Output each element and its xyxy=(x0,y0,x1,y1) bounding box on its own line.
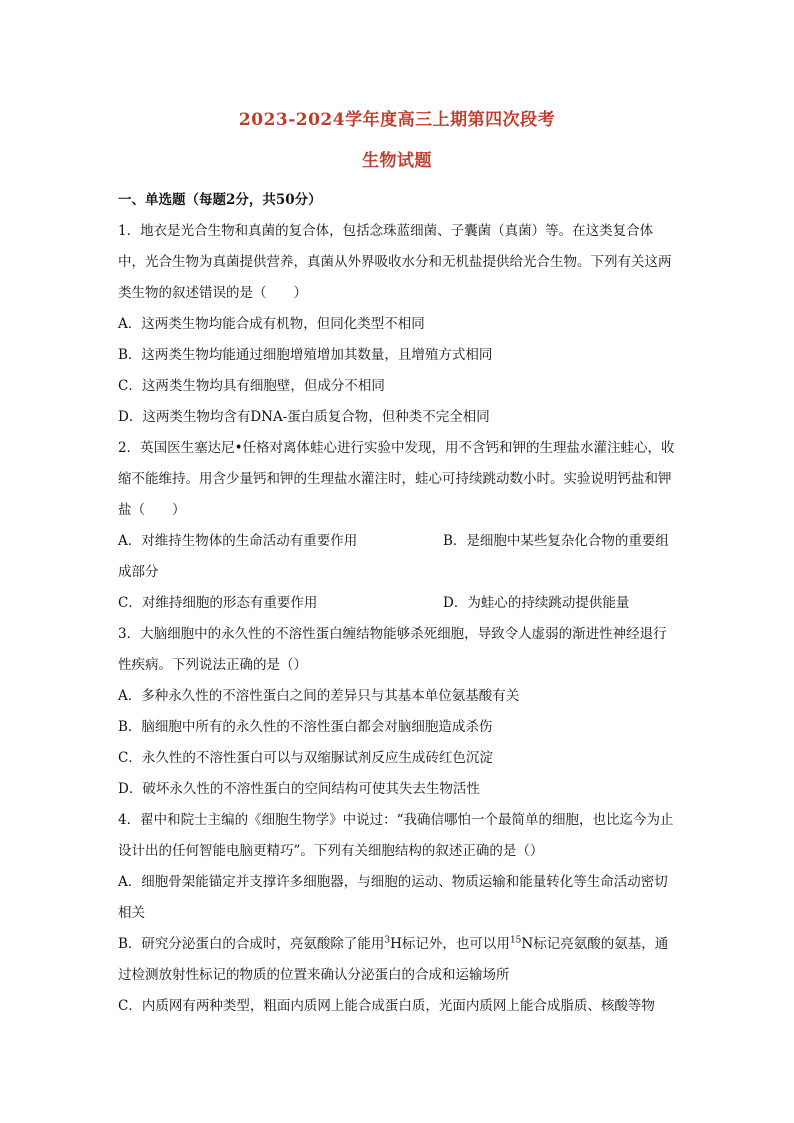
question-1 xyxy=(118,216,678,433)
option-b: B．脑细胞中所有的永久性的不溶性蛋白都会对脑细胞造成杀伤 xyxy=(118,719,493,735)
section-heading: 一、单选题（每题2分，共50分） xyxy=(118,192,322,208)
option-a: A．这两类生物均能合成有机物，但同化类型不相同 xyxy=(118,316,425,332)
exam-title: 2023-2024学年度高三上期第四次段考 xyxy=(238,110,556,130)
option-b-text: H标记外，也可以用 xyxy=(390,936,510,952)
option-c: C．内质网有两种类型，粗面内质网上能合成蛋白质，光面内质网上能合成脂质、核酸等物 xyxy=(118,998,655,1014)
option-c-d-line xyxy=(118,588,678,619)
exam-subtitle: 生物试题 xyxy=(362,151,432,171)
superscript-3: 3 xyxy=(384,935,391,946)
option-c: C．永久性的不溶性蛋白可以与双缩脲试剂反应生成砖红色沉淀 xyxy=(118,750,493,766)
option-a: A．对维持生物体的生命活动有重要作用 xyxy=(118,533,358,549)
option-b xyxy=(118,929,678,991)
question-4 xyxy=(118,805,678,1022)
option-b-text: B．研究分泌蛋白的合成时，亮氨酸除了能用 xyxy=(118,936,385,952)
exam-content xyxy=(118,185,678,1022)
option-b-text: N标记亮氨酸的氨基，通过检测放射性标记的物质的位置来确认分泌蛋白的合成和运输场所 xyxy=(118,936,669,983)
question-3 xyxy=(118,619,678,805)
option-c: C．这两类生物均具有细胞壁，但成分不相同 xyxy=(118,378,385,394)
option-c: C．对维持细胞的形态有重要作用 xyxy=(118,595,318,611)
option-b: B．这两类生物均能通过细胞增殖增加其数量，且增殖方式相同 xyxy=(118,347,493,363)
option-d: D．为蛙心的持续跳动提供能量 xyxy=(443,595,630,611)
question-stem: 1．地衣是光合生物和真菌的复合体，包括念珠蓝细菌、子囊菌（真菌）等。在这类复合体中，光合生物为真菌提供营养，真菌从外界吸收水分和无机盐提供给光合生物。下列有关这两类生物的叙述错误的是（ ） xyxy=(118,223,672,301)
option-d: D．破坏永久性的不溶性蛋白的空间结构可使其失去生物活性 xyxy=(118,781,480,797)
option-a-b-line xyxy=(118,526,678,588)
option-a: A．细胞骨架能锚定并支撑许多细胞器，与细胞的运动、物质运输和能量转化等生命活动密切相关 xyxy=(118,874,668,921)
option-a: A．多种永久性的不溶性蛋白之间的差异只与其基本单位氨基酸有关 xyxy=(118,688,520,704)
option-d: D．这两类生物均含有DNA-蛋白质复合物，但种类不完全相同 xyxy=(118,409,490,425)
question-2 xyxy=(118,433,678,619)
question-stem: 2．英国医生塞达尼•任格对离体蛙心进行实验中发现，用不含钙和钾的生理盐水灌注蛙心，收缩不能维持。用含少量钙和钾的生理盐水灌注时，蛙心可持续跳动数小时。实验说明钙盐和钾盐（ ） xyxy=(118,440,675,518)
superscript-15: 15 xyxy=(509,935,522,946)
question-stem: 3．大脑细胞中的永久性的不溶性蛋白缠结物能够杀死细胞，导致令人虚弱的渐进性神经退行性疾病。下列说法正确的是（） xyxy=(118,626,667,673)
option-b: B．是细胞中某些复杂化合物的重要组成部分 xyxy=(118,533,669,580)
question-stem: 4．翟中和院士主编的《细胞生物学》中说过：“我确信哪怕一个最简单的细胞，也比迄今为止设计出的任何智能电脑更精巧”。下列有关细胞结构的叙述正确的是（） xyxy=(118,812,674,859)
